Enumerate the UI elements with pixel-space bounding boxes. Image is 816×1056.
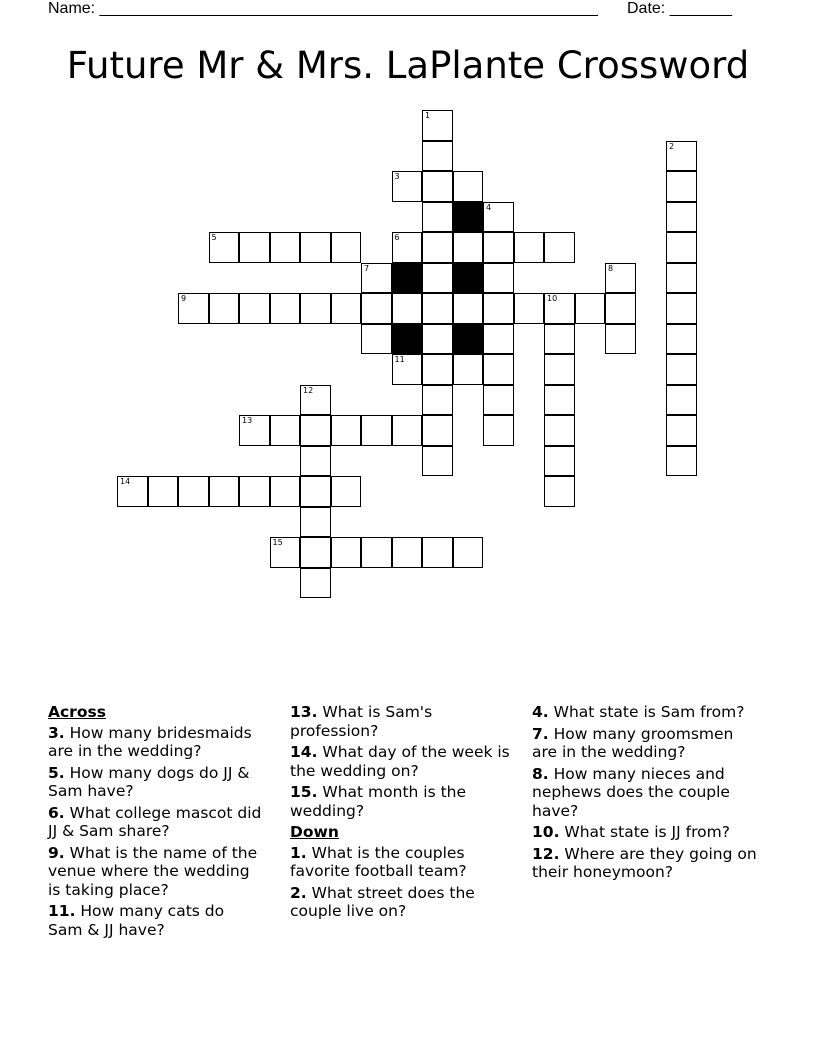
clue-number: 5 bbox=[211, 233, 217, 242]
down-clue bbox=[532, 823, 762, 842]
grid-cell[interactable] bbox=[422, 232, 453, 263]
across-clue bbox=[290, 783, 515, 820]
grid-cell[interactable] bbox=[514, 293, 545, 324]
grid-cell[interactable] bbox=[483, 385, 514, 416]
grid-cell[interactable] bbox=[148, 476, 179, 507]
grid-cell[interactable] bbox=[270, 293, 301, 324]
grid-cell[interactable] bbox=[483, 263, 514, 294]
grid-cell[interactable] bbox=[544, 354, 575, 385]
clue-label: 8. bbox=[532, 764, 549, 783]
clue-label: 5. bbox=[48, 763, 65, 782]
clue-text: How many groomsmen are in the wedding? bbox=[532, 724, 734, 761]
clue-text: What day of the week is the wedding on? bbox=[290, 743, 510, 780]
grid-cell[interactable] bbox=[422, 354, 453, 385]
grid-cell[interactable] bbox=[361, 324, 392, 355]
grid-cell[interactable] bbox=[331, 293, 362, 324]
grid-cell[interactable] bbox=[422, 537, 453, 568]
clue-label: 15. bbox=[290, 783, 318, 801]
clue-number: 9 bbox=[181, 294, 187, 303]
grid-cell[interactable] bbox=[331, 232, 362, 263]
clue-text: What street does the couple live on? bbox=[290, 883, 475, 920]
clue-number: 13 bbox=[242, 416, 253, 425]
grid-cell[interactable] bbox=[422, 141, 453, 172]
grid-cell[interactable] bbox=[666, 293, 697, 324]
grid-cell[interactable] bbox=[270, 415, 301, 446]
grid-cell[interactable] bbox=[453, 354, 484, 385]
grid-cell[interactable] bbox=[666, 324, 697, 355]
clue-label: 12. bbox=[532, 844, 560, 863]
grid-cell[interactable] bbox=[331, 537, 362, 568]
clue-number: 6 bbox=[394, 233, 400, 242]
grid-cell[interactable] bbox=[392, 354, 423, 385]
clue-number: 11 bbox=[394, 355, 405, 364]
down-clue bbox=[532, 845, 762, 882]
clue-text: How many cats do Sam & JJ have? bbox=[48, 902, 225, 939]
grid-cell[interactable] bbox=[544, 293, 575, 324]
grid-cell[interactable] bbox=[331, 476, 362, 507]
grid-cell[interactable] bbox=[483, 415, 514, 446]
clues-column-3 bbox=[532, 703, 762, 885]
clue-number: 1 bbox=[425, 111, 431, 120]
grid-cell[interactable] bbox=[666, 232, 697, 263]
grid-cell[interactable] bbox=[483, 354, 514, 385]
grid-cell[interactable] bbox=[422, 171, 453, 202]
grid-cell[interactable] bbox=[178, 293, 209, 324]
grid-cell[interactable] bbox=[453, 232, 484, 263]
grid-cell[interactable] bbox=[300, 476, 331, 507]
grid-cell[interactable] bbox=[666, 202, 697, 233]
grid-cell[interactable] bbox=[300, 232, 331, 263]
clues-column-2 bbox=[290, 703, 515, 924]
clue-label: 6. bbox=[48, 803, 65, 822]
across-clue bbox=[290, 743, 515, 780]
across-clue bbox=[48, 902, 263, 939]
down-clue bbox=[532, 765, 762, 821]
down-clue bbox=[532, 703, 762, 722]
grid-cell[interactable] bbox=[422, 385, 453, 416]
grid-cell[interactable] bbox=[300, 293, 331, 324]
clue-label: 2. bbox=[290, 883, 307, 902]
down-clue bbox=[290, 884, 515, 921]
clue-text: What is the name of the venue where the wedding is taking place? bbox=[48, 843, 258, 899]
grid-cell[interactable] bbox=[483, 202, 514, 233]
grid-cell[interactable] bbox=[422, 446, 453, 477]
clue-label: 7. bbox=[532, 724, 549, 743]
grid-cell[interactable] bbox=[270, 476, 301, 507]
grid-cell[interactable] bbox=[239, 293, 270, 324]
clue-number: 15 bbox=[272, 538, 283, 547]
grid-cell[interactable] bbox=[422, 110, 453, 141]
grid-cell[interactable] bbox=[239, 415, 270, 446]
grid-cell[interactable] bbox=[361, 415, 392, 446]
clue-text: How many dogs do JJ & Sam have? bbox=[48, 763, 250, 800]
grid-cell[interactable] bbox=[422, 415, 453, 446]
grid-cell[interactable] bbox=[666, 446, 697, 477]
clue-number: 4 bbox=[486, 202, 492, 212]
grid-cell[interactable] bbox=[575, 293, 606, 324]
grid-cell[interactable] bbox=[300, 446, 331, 477]
clue-label: 3. bbox=[48, 723, 65, 742]
clue-text: Where are they going on their honeymoon? bbox=[532, 844, 757, 881]
clue-number: 12 bbox=[303, 385, 314, 395]
grid-cell[interactable] bbox=[270, 232, 301, 263]
grid-cell[interactable] bbox=[361, 293, 392, 324]
down-clue bbox=[532, 725, 762, 762]
grid-cell[interactable] bbox=[300, 568, 331, 599]
clue-number: 14 bbox=[120, 477, 131, 486]
grid-cell[interactable] bbox=[666, 385, 697, 416]
grid-cell[interactable] bbox=[666, 263, 697, 294]
clue-number: 10 bbox=[547, 294, 558, 303]
date-field[interactable]: Date: _______ bbox=[627, 0, 732, 17]
grid-cell[interactable] bbox=[300, 415, 331, 446]
clue-number: 2 bbox=[669, 141, 675, 151]
grid-cell[interactable] bbox=[666, 415, 697, 446]
clue-text: What month is the wedding? bbox=[290, 783, 467, 820]
grid-cell[interactable] bbox=[422, 293, 453, 324]
grid-cell[interactable] bbox=[270, 537, 301, 568]
grid-cell[interactable] bbox=[453, 171, 484, 202]
black-cell bbox=[453, 324, 484, 355]
grid-cell[interactable] bbox=[392, 293, 423, 324]
black-cell bbox=[453, 263, 484, 294]
grid-cell[interactable] bbox=[361, 263, 392, 294]
grid-cell[interactable] bbox=[361, 537, 392, 568]
grid-cell[interactable] bbox=[239, 476, 270, 507]
grid-cell[interactable] bbox=[392, 415, 423, 446]
grid-cell[interactable] bbox=[483, 232, 514, 263]
grid-cell[interactable] bbox=[544, 476, 575, 507]
grid-cell[interactable] bbox=[666, 354, 697, 385]
clues-column-1 bbox=[48, 703, 263, 942]
grid-cell[interactable] bbox=[544, 232, 575, 263]
grid-cell[interactable] bbox=[209, 232, 240, 263]
across-clue bbox=[48, 724, 263, 761]
clue-text: What is the couples favorite football team? bbox=[290, 843, 467, 880]
grid-cell[interactable] bbox=[605, 324, 636, 355]
black-cell bbox=[392, 263, 423, 294]
grid-cell[interactable] bbox=[392, 232, 423, 263]
name-field[interactable]: Name: ________________________________________________________ bbox=[48, 0, 598, 17]
grid-cell[interactable] bbox=[300, 385, 331, 416]
clue-label: 1. bbox=[290, 843, 307, 862]
black-cell bbox=[392, 324, 423, 355]
across-clue bbox=[48, 844, 263, 900]
clue-label: 10. bbox=[532, 823, 560, 841]
grid-cell[interactable] bbox=[483, 293, 514, 324]
across-clue bbox=[48, 764, 263, 801]
grid-cell[interactable] bbox=[453, 537, 484, 568]
clue-text: What state is Sam from? bbox=[553, 703, 745, 721]
clue-label: 14. bbox=[290, 743, 318, 761]
grid-cell[interactable] bbox=[239, 232, 270, 263]
grid-cell[interactable] bbox=[300, 507, 331, 538]
grid-cell[interactable] bbox=[422, 263, 453, 294]
grid-cell[interactable] bbox=[514, 232, 545, 263]
clue-number: 8 bbox=[608, 263, 614, 273]
grid-cell[interactable] bbox=[605, 293, 636, 324]
down-heading: Down bbox=[290, 823, 339, 841]
down-clue bbox=[290, 844, 515, 881]
grid-cell[interactable] bbox=[300, 537, 331, 568]
clue-text: What is Sam's profession? bbox=[290, 703, 433, 740]
grid-cell[interactable] bbox=[331, 415, 362, 446]
grid-cell[interactable] bbox=[392, 537, 423, 568]
grid-cell[interactable] bbox=[392, 171, 423, 202]
grid-cell[interactable] bbox=[666, 171, 697, 202]
grid-cell[interactable] bbox=[544, 385, 575, 416]
black-cell bbox=[453, 202, 484, 233]
grid-cell[interactable] bbox=[209, 293, 240, 324]
clue-label: 9. bbox=[48, 843, 65, 862]
clue-text: What college mascot did JJ & Sam share? bbox=[48, 803, 262, 840]
across-clue bbox=[290, 703, 515, 740]
grid-cell[interactable] bbox=[605, 263, 636, 294]
clue-label: 4. bbox=[532, 703, 549, 721]
clue-label: 13. bbox=[290, 703, 318, 721]
clue-number: 3 bbox=[394, 172, 400, 181]
clue-label: 11. bbox=[48, 902, 76, 920]
grid-cell[interactable] bbox=[422, 202, 453, 233]
across-heading: Across bbox=[48, 703, 106, 721]
page-title: Future Mr & Mrs. LaPlante Crossword bbox=[66, 44, 750, 87]
grid-cell[interactable] bbox=[117, 476, 148, 507]
grid-cell[interactable] bbox=[209, 476, 240, 507]
grid-cell[interactable] bbox=[453, 293, 484, 324]
clue-text: How many bridesmaids are in the wedding? bbox=[48, 723, 252, 760]
clue-number: 7 bbox=[364, 263, 370, 273]
grid-cell[interactable] bbox=[178, 476, 209, 507]
grid-cell[interactable] bbox=[544, 415, 575, 446]
grid-cell[interactable] bbox=[483, 324, 514, 355]
grid-cell[interactable] bbox=[544, 324, 575, 355]
clue-text: How many nieces and nephews does the couple have? bbox=[532, 764, 730, 820]
grid-cell[interactable] bbox=[544, 446, 575, 477]
grid-cell[interactable] bbox=[422, 324, 453, 355]
across-clue bbox=[48, 804, 263, 841]
grid-cell[interactable] bbox=[666, 141, 697, 172]
clue-text: What state is JJ from? bbox=[564, 823, 730, 841]
